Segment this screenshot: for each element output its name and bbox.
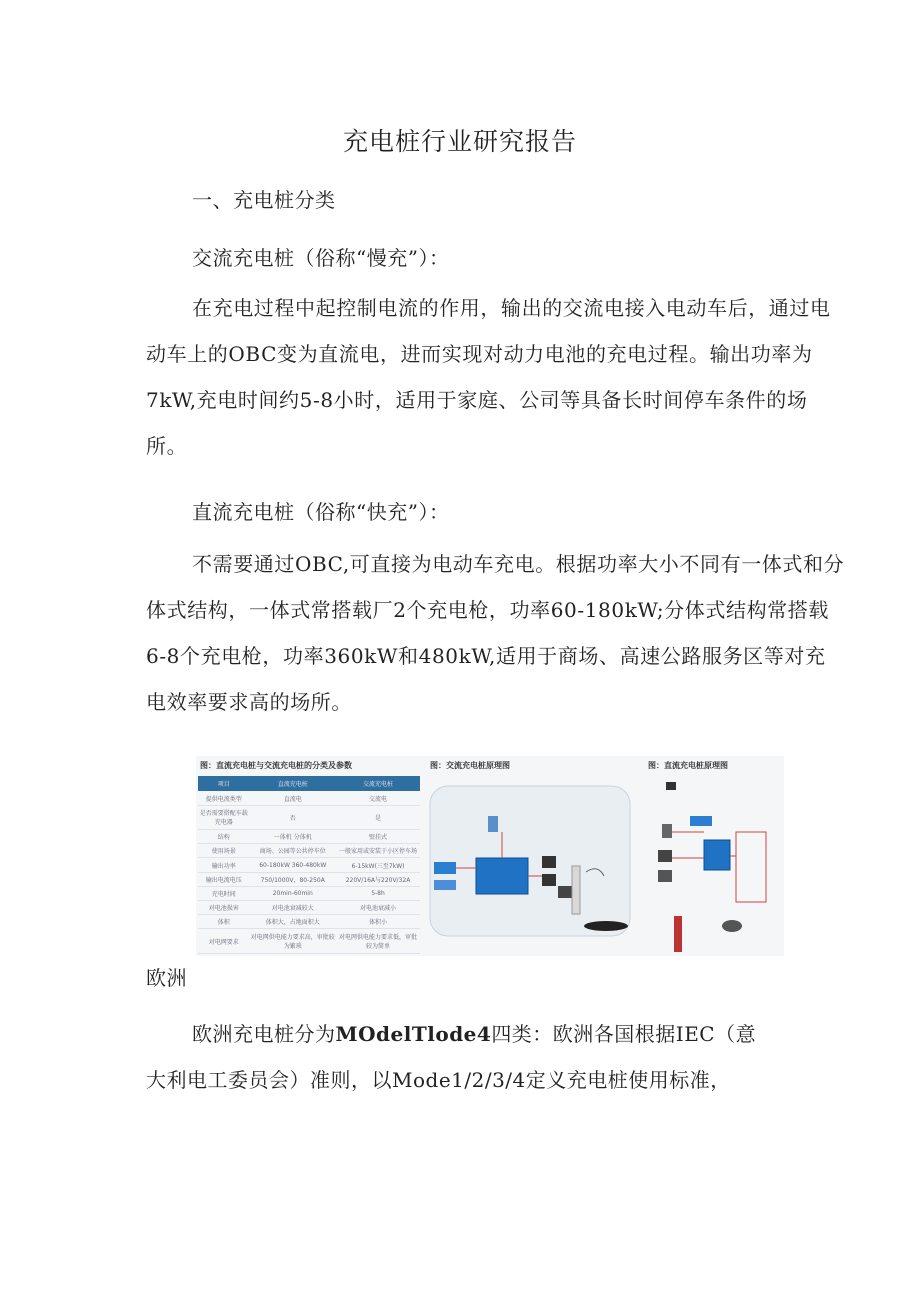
table-cell: 20min-60min [249,886,336,900]
table-row [198,830,420,844]
europe-paragraph-line1 [192,1018,756,1047]
table-row [198,844,420,858]
ac-paragraph: 在充电过程中起控制电流的作用，输出的交流电接入电动车后，通过电动车上的OBC变为直流电，进而实现对动力电池的充电过程。输出功率为7kW,充电时间约5-8小时，适用于家庭、公司等具备长时间停车条件的场所。 [146,296,831,458]
europe-text: 欧洲充电桩分为 [192,1022,336,1046]
table-row [198,872,420,886]
table-header-row [198,776,420,791]
figure-strip [196,756,784,956]
table-cell: 对电网供电能力要求低，审批较为简单 [336,929,420,954]
table-cell: 750/1000V，80-250A [249,872,336,886]
table-cell: 对电网要求 [198,929,249,954]
figure-panel2-title: 图：交流充电桩原理图 [430,761,510,770]
ac-principle-diagram [424,776,642,954]
table-cell: 220V/16A与220V/32A [336,872,420,886]
table-row [198,900,420,914]
table-cell: 5-8h [336,886,420,900]
table-cell: 交流电 [336,791,420,805]
europe-paragraph-line2: 大利电工委员会）准则，以Mode1/2/3/4定义充电桩使用标准， [146,1068,731,1092]
table-cell: 对电网供电能力要求高，审批较为繁琐 [249,929,336,954]
dc-heading: 直流充电桩（俗称“快充”）： [192,500,450,524]
table-cell: 输出电流电压 [198,872,249,886]
comparison-table [198,776,420,954]
europe-text: 四类：欧洲各国根据IEC（意 [491,1022,757,1046]
table-cell: 是否需要搭配车载充电器 [198,805,249,830]
dc-principle-diagram [644,776,782,954]
dc-paragraph: 不需要通过OBC,可直接为电动车充电。根据功率大小不同有一体式和分体式结构，一体式常搭载厂2个充电枪，功率60-180kW;分体式结构常搭载6-8个充电枪，功率360kW和480kW,适用于商场、高速公路服务区等对充电效率要求高的场所。 [146,552,845,714]
table-row [198,929,420,954]
table-row [198,858,420,872]
page-title: 充电桩行业研究报告 [342,127,577,156]
table-cell: 体积大，占地面积大 [249,915,336,929]
table-row [198,915,420,929]
table-cell: 直流电 [249,791,336,805]
table-row [198,886,420,900]
table-row [198,791,420,805]
table-cell: 对电池衰减较大 [249,900,336,914]
table-header: 直流充电桩 [249,776,336,791]
table-cell: 一体机 分体机 [249,830,336,844]
table-cell: 壁挂式 [336,830,420,844]
table-cell: 体积小 [336,915,420,929]
table-cell: 输出功率 [198,858,249,872]
europe-label: 欧洲 [146,966,187,990]
table-cell: 60-180kW 360-480kW [249,858,336,872]
table-cell: 结构 [198,830,249,844]
table-header: 交流充电桩 [336,776,420,791]
table-row [198,805,420,830]
table-cell: 使用场景 [198,844,249,858]
figure-panel3-title: 图：直流充电桩原理图 [648,761,728,770]
table-header: 项目 [198,776,249,791]
table-cell: 体积 [198,915,249,929]
figure-panel1-title: 图：直流充电桩与交流充电桩的分类及参数 [200,761,352,770]
table-cell: 否 [249,805,336,830]
table-cell: 是 [336,805,420,830]
table-cell: 一般家用或安装于小区停车场 [336,844,420,858]
table-cell: 提供电流类型 [198,791,249,805]
table-cell: 商场、公园等公共停车位 [249,844,336,858]
section-heading: 一、充电桩分类 [192,188,336,212]
table-cell: 对电池损害 [198,900,249,914]
table-cell: 对电池衰减小 [336,900,420,914]
europe-mode-term: MOdelTlode4 [335,1022,492,1046]
table-cell: 充电时间 [198,886,249,900]
table-cell: 6-15kW(三至7kW) [336,858,420,872]
ac-heading: 交流充电桩（俗称“慢充”）： [192,246,450,270]
